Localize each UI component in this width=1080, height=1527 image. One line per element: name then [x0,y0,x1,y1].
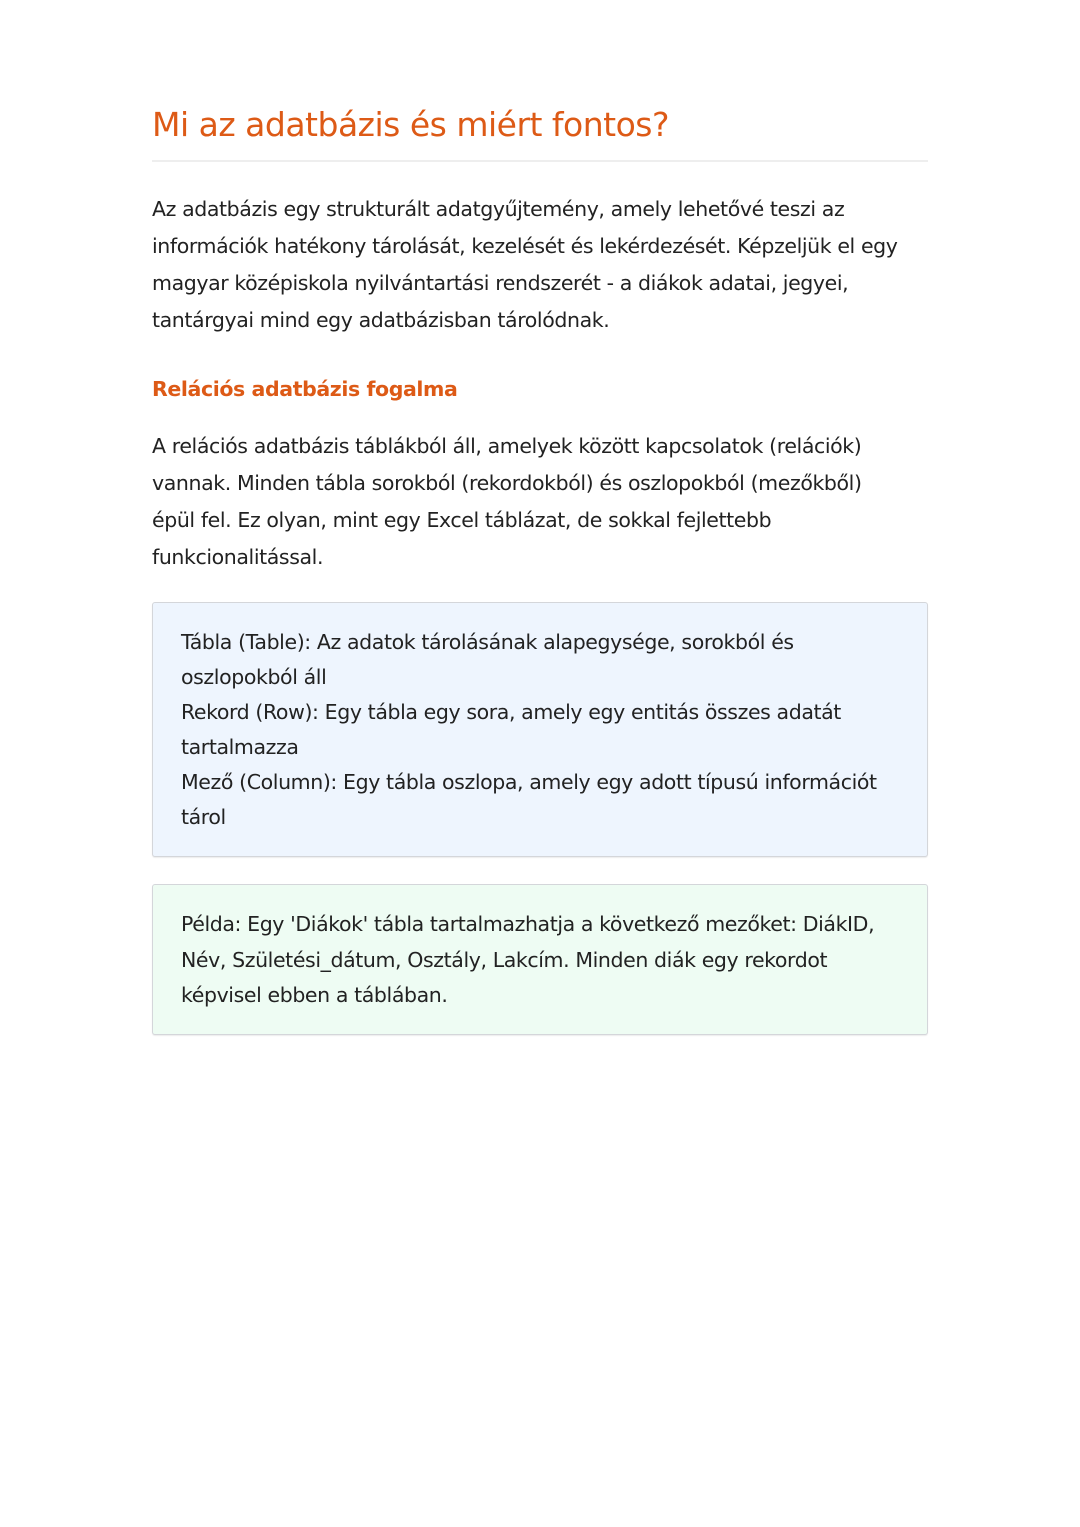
definition-line: Rekord (Row): Egy tábla egy sora, amely egy entitás összes adatát [181,700,841,724]
intro-paragraph [152,191,928,339]
definition-line: oszlopokból áll [181,665,327,689]
definition-line: tartalmazza [181,735,299,759]
example-text [181,907,874,1014]
section-heading: Relációs adatbázis fogalma [152,377,458,401]
text-line: magyar középiskola nyilvántartási rendszerét - a diákok adatai, jegyei, [152,271,849,295]
text-line: A relációs adatbázis táblákból áll, amelyek között kapcsolatok (relációk) [152,434,862,458]
definition-line: Mező (Column): Egy tábla oszlopa, amely egy adott típusú információt [181,770,877,794]
text-line: Az adatbázis egy strukturált adatgyűjtemény, amely lehetővé teszi az [152,197,845,221]
text-line: tantárgyai mind egy adatbázisban tárolódnak. [152,308,610,332]
example-box [152,884,928,1035]
definition-line: Tábla (Table): Az adatok tárolásának alapegysége, sorokból és [181,630,794,654]
section-paragraph [152,428,928,576]
definitions-text [181,625,877,835]
title-divider [152,160,928,162]
example-line: Példa: Egy 'Diákok' tábla tartalmazhatja a következő mezőket: DiákID, [181,912,875,936]
text-line: információk hatékony tárolását, kezelését és lekérdezését. Képzeljük el egy [152,234,898,258]
example-line: képvisel ebben a táblában. [181,983,448,1007]
example-line: Név, Születési_dátum, Osztály, Lakcím. Minden diák egy rekordot [181,947,828,972]
text-line: vannak. Minden tábla sorokból (rekordokból) és oszlopokból (mezőkből) [152,471,862,495]
text-line: épül fel. Ez olyan, mint egy Excel táblázat, de sokkal fejlettebb [152,508,772,532]
definition-line: tárol [181,805,226,829]
text-line: funkcionalitással. [152,545,324,569]
definitions-box [152,602,928,857]
page-title: Mi az adatbázis és miért fontos? [152,105,669,144]
